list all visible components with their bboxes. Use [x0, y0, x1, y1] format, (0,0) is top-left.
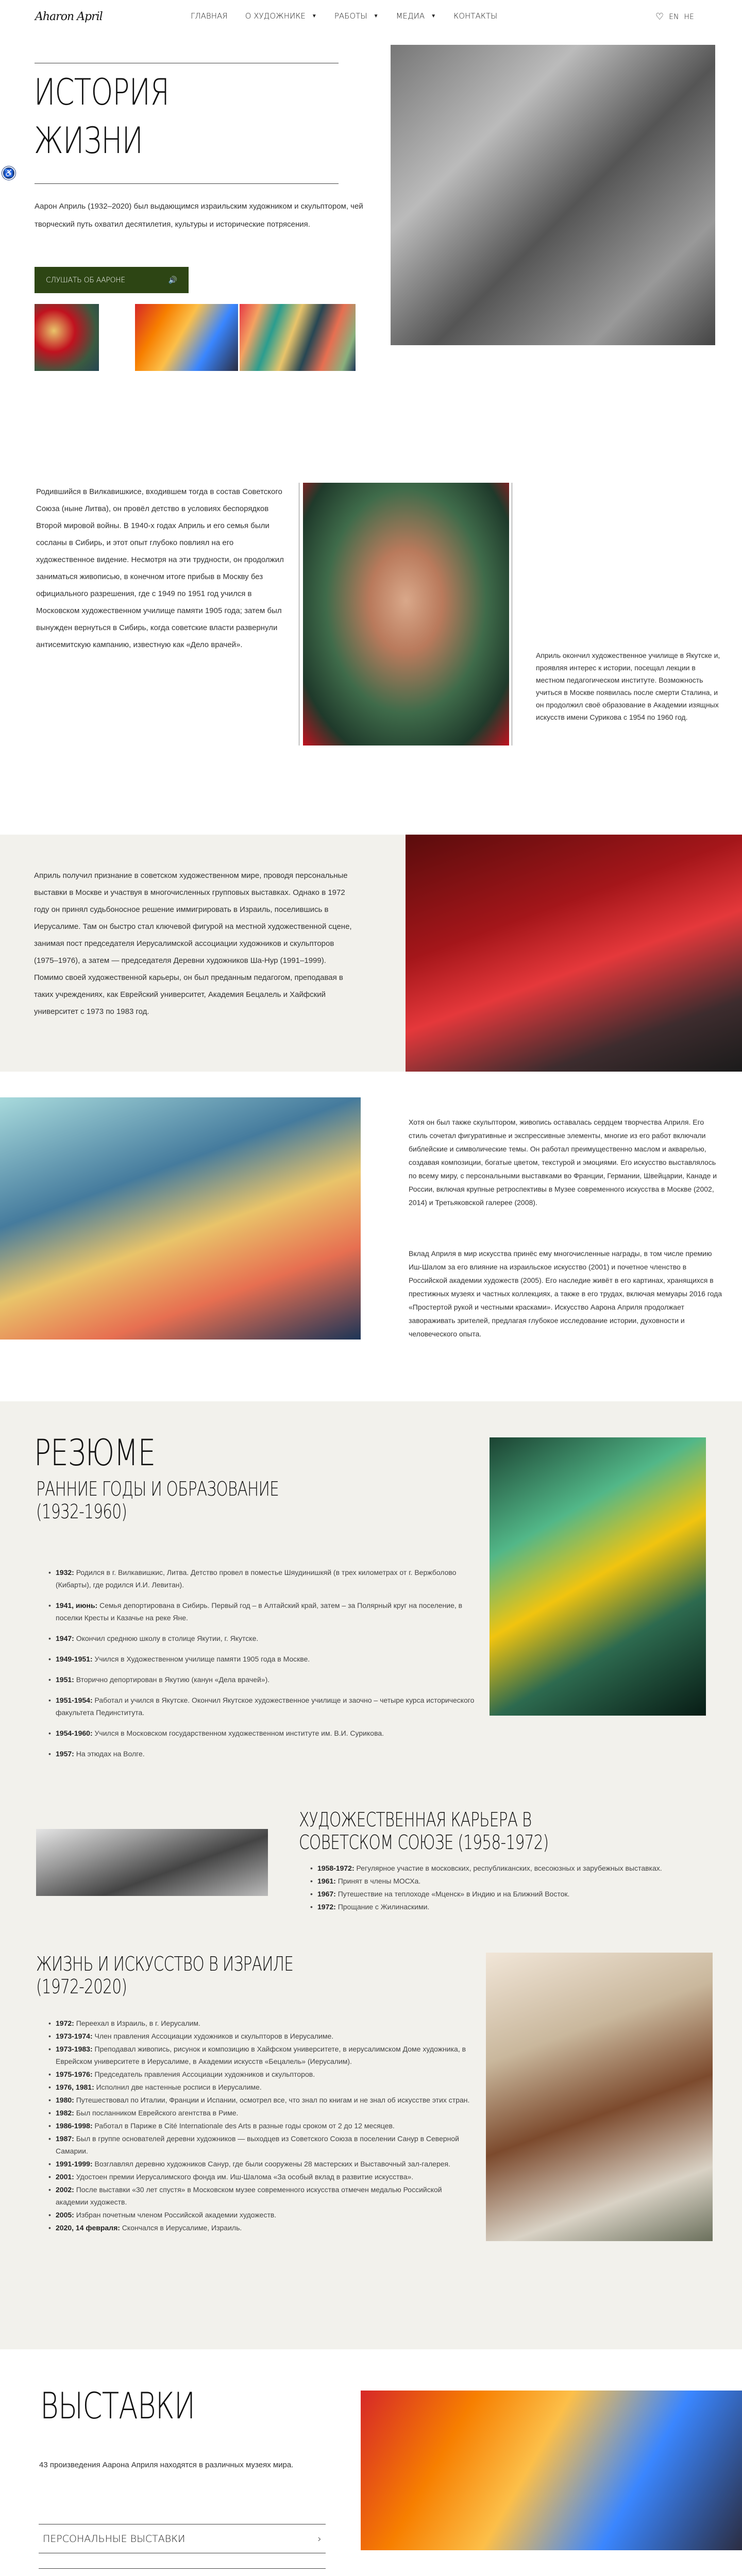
- heart-icon[interactable]: ♡: [655, 11, 664, 22]
- nav-label: О ХУДОЖНИКЕ: [245, 11, 306, 21]
- timeline-text: Член правления Ассоциации художников и скульпторов в Иерусалиме.: [92, 2032, 334, 2040]
- exhibitions-title: ВЫСТАВКИ: [40, 2385, 195, 2427]
- timeline-item: [47, 2107, 475, 2119]
- timeline-text: Путешествовал по Италии, Франции и Испании, осмотрел все, что знал по книгам и не знал об искусстве этих стран.: [74, 2096, 470, 2104]
- timeline-item: [47, 2094, 475, 2106]
- timeline-text: Регулярное участие в московских, республиканских, всесоюзных и зарубежных выставках.: [354, 1864, 662, 1872]
- timeline-year: 1967:: [317, 1890, 336, 1898]
- painting-image: [36, 1829, 268, 1896]
- timeline-year: 1957:: [56, 1750, 74, 1758]
- listen-button[interactable]: [35, 267, 189, 293]
- solo-exhibitions-link[interactable]: [39, 2524, 326, 2553]
- timeline-year: 1951:: [56, 1675, 74, 1684]
- timeline-year: 1975-1976:: [56, 2070, 93, 2078]
- painting-image: [406, 835, 742, 1072]
- timeline-text: Учился в Московском государственном художественном институте им. В.И. Сурикова.: [92, 1729, 384, 1737]
- timeline-text: Возглавлял деревню художников Санур, где были сооружены 28 мастерских и Выставочный зал-галерея.: [92, 2160, 450, 2168]
- timeline-year: 1973-1983:: [56, 2045, 93, 2053]
- timeline-text: Вторично депортирован в Якутию (канун «Дела врачей»).: [74, 1675, 270, 1684]
- timeline-year: 2020, 14 февраля:: [56, 2224, 120, 2232]
- timeline-text: Переехал в Израиль, в г. Иерусалим.: [74, 2019, 200, 2027]
- timeline-year: 1987:: [56, 2134, 74, 2143]
- timeline-text: Путешествие на теплоходе «Мценск» в Индию и на Ближний Восток.: [335, 1890, 570, 1898]
- timeline-item: [47, 2043, 475, 2067]
- painting-thumb: [135, 304, 238, 371]
- painting-image: [490, 1437, 706, 1716]
- timeline-year: 2002:: [56, 2185, 74, 2194]
- resume-title: РЕЗЮМЕ: [34, 1432, 156, 1474]
- timeline-text: Был посланником Еврейского агентства в Риме.: [74, 2109, 239, 2117]
- timeline-item: [47, 2171, 475, 2183]
- site-logo[interactable]: Aharon April: [35, 10, 103, 23]
- caret-down-icon: ▼: [373, 13, 379, 19]
- timeline-year: 1982:: [56, 2109, 74, 2117]
- timeline-item: [309, 1901, 701, 1913]
- hero-intro: Аарон Априль (1932–2020) был выдающимся израильским художником и скульптором, чей творческий путь охватил десятилетия, культуры и исторические потрясения.: [35, 202, 363, 229]
- timeline-year: 1949-1951:: [56, 1655, 93, 1663]
- timeline-text: Работал и учился в Якутске. Окончил Якутское художественное училище и заочно – четыре курса исторического факультета Пединститута.: [56, 1696, 475, 1717]
- heading-line: ЖИЗНЬ И ИСКУССТВО В ИЗРАИЛЕ: [36, 1953, 294, 1975]
- timeline-item: [47, 2132, 475, 2157]
- timeline-item: [47, 1694, 475, 1719]
- timeline-item: [47, 2183, 475, 2208]
- nav-about[interactable]: [245, 11, 317, 21]
- timeline-item: [47, 2030, 475, 2042]
- timeline-item: [47, 1632, 475, 1645]
- painting-image: [0, 1097, 361, 1340]
- listen-label: СЛУШАТЬ ОБ ААРОНЕ: [46, 276, 125, 284]
- exhibitions-text: 43 произведения Аарона Априля находятся в различных музеях мира.: [39, 2461, 294, 2469]
- timeline-year: 1972:: [317, 1903, 336, 1911]
- timeline-text: Был в группе основателей деревни художников — выходцев из Советского Союза в поселении Санур в Северной Самарии.: [56, 2134, 459, 2155]
- section-heading-soviet: [299, 1808, 548, 1854]
- timeline-year: 1941, июнь:: [56, 1601, 98, 1609]
- nav-label: РАБОТЫ: [334, 11, 367, 21]
- timeline-year: 1980:: [56, 2096, 74, 2104]
- timeline-year: 1954-1960:: [56, 1729, 93, 1737]
- bio-paragraph: Априль получил признание в советском художественном мире, проводя персональные выставки в Москве и участвуя в многочисленных групповых выставках. Однако в 1972 году он принял судьбоносное решение иммигрировать в Израиль, поселившись в Иерусалиме. Там он быстро стал ключевой фигурой на местной художественной сцене, занимая пост председателя Иерусалимской ассоциации художников и скульпторов (1975–1976), а затем — председателя Деревни художников Ша-Нур (1991–1999). Помимо своей художественной карьеры, он был преданным педагогом, преподавая в таких учреждениях, как Еврейский университет, Академия Бецалель и Хайфский университет с 1973 по 1983 год.: [34, 871, 352, 1016]
- main-nav: [191, 11, 515, 21]
- timeline-item: [47, 1673, 475, 1686]
- heading-line: ХУДОЖЕСТВЕННАЯ КАРЬЕРА В: [299, 1808, 532, 1831]
- timeline-year: 1958-1972:: [317, 1864, 355, 1872]
- page-title: [34, 68, 169, 165]
- timeline-item: [309, 1875, 701, 1887]
- caret-down-icon: ▼: [311, 13, 317, 19]
- painting-thumb: [35, 304, 99, 371]
- portrait-photo-bw: [391, 45, 715, 345]
- timeline-item: [47, 1727, 475, 1739]
- timeline-year: 1976, 1981:: [56, 2083, 94, 2091]
- header-actions: [655, 11, 694, 22]
- timeline-text: Скончался в Иерусалиме, Израиль.: [120, 2224, 242, 2232]
- heading-line: (1972-2020): [36, 1975, 127, 1998]
- timeline-text: Принят в члены МОСХа.: [335, 1877, 421, 1885]
- nav-label: МЕДИА: [396, 11, 425, 21]
- timeline-item: [309, 1888, 701, 1900]
- timeline-year: 1986-1998:: [56, 2122, 93, 2130]
- timeline-text: Удостоен премии Иерусалимского фонда им. Иш-Шалома «За особый вклад в развитие искусства».: [74, 2173, 414, 2181]
- timeline-item: [47, 2158, 475, 2170]
- timeline-text: Окончил среднюю школу в столице Якутии, г. Якутске.: [74, 1634, 259, 1642]
- timeline-item: [47, 2081, 475, 2093]
- painting-image: [486, 1953, 713, 2241]
- section-heading-israel: [36, 1953, 293, 1998]
- timeline-year: 1932:: [56, 1568, 74, 1577]
- timeline-text: Исполнил две настенные росписи в Иерусалиме.: [94, 2083, 262, 2091]
- bio-paragraph: Вклад Априля в мир искусства принёс ему многочисленные награды, в том числе премию Иш-Шалом за его влияние на израильское искусство (2001) и почетное членство в Российской академии художеств (2005). Его наследие живёт в его картинах, хранящихся в престижных музеях и частных коллекциях, а также в его трудах, включая мемуары 2016 года «Простертой рукой и честными красками». Искусство Аарона Априля продолжает завораживать зрителей, предлагая глубокое исследование истории, духовности и человеческого опыта.: [409, 1249, 722, 1338]
- timeline-item: [47, 1748, 475, 1760]
- timeline-text: Учился в Художественном училище памяти 1905 года в Москве.: [92, 1655, 310, 1663]
- heading-line: (1932-1960): [36, 1500, 127, 1523]
- timeline-item: [47, 2017, 475, 2029]
- timeline-list-israel: [47, 2017, 475, 2234]
- timeline-year: 2001:: [56, 2173, 74, 2181]
- timeline-year: 1972:: [56, 2019, 74, 2027]
- bio-paragraph: Родившийся в Вилкавишкисе, входившем тогда в состав Советского Союза (ныне Литва), он провёл детство в условиях беспорядков Второй мировой войны. В 1940-х годах Априль и его семья были сосланы в Сибирь, и этот опыт глубоко повлиял на его художественное видение. Несмотря на эти трудности, он продолжил заниматься живописью, в конечном итоге прибыв в Москву без официального разрешения, где с 1949 по 1951 год учился в Московском художественном училище памяти 1905 года; затем был вынужден вернуться в Сибирь, когда советские власти развернули антисемитскую кампанию, известную как «Дело врачей».: [36, 487, 284, 649]
- bio-paragraph: Априль окончил художественное училище в Якутске и, проявляя интерес к истории, посещал лекции в местном педагогическом институте. Возможность учиться в Москве появилась после смерти Сталина, и он продолжил своё образование в Академии изящных искусств имени Сурикова с 1954 по 1960 год.: [536, 651, 720, 721]
- timeline-item: [47, 2209, 475, 2221]
- row-label: ПЕРСОНАЛЬНЫЕ ВЫСТАВКИ: [43, 2533, 185, 2545]
- nav-home[interactable]: [191, 11, 228, 21]
- nav-contacts[interactable]: [453, 11, 497, 21]
- timeline-year: 1947:: [56, 1634, 74, 1642]
- chevron-right-icon: ›: [317, 2533, 322, 2545]
- heading-line: СОВЕТСКОМ СОЮЗЕ (1958-1972): [299, 1831, 549, 1854]
- accessibility-button[interactable]: [2, 166, 15, 180]
- caret-down-icon: ▼: [431, 13, 436, 19]
- timeline-text: Семья депортирована в Сибирь. Первый год – в Алтайский край, затем – за Полярный круг на поселение, в поселки Кресты и Казачье на реке Яне.: [56, 1601, 463, 1622]
- timeline-year: 1991-1999:: [56, 2160, 93, 2168]
- timeline-item: [47, 2120, 475, 2132]
- timeline-item: [47, 2068, 475, 2080]
- timeline-year: 1961:: [317, 1877, 336, 1885]
- timeline-item: [47, 1653, 475, 1665]
- timeline-text: После выставки «30 лет спустя» в Московском музее современного искусства отмечен медалью Российской академии художеств.: [56, 2185, 442, 2206]
- timeline-item: [309, 1862, 701, 1874]
- speaker-icon: 🔊: [168, 276, 177, 284]
- timeline-text: На этюдах на Волге.: [74, 1750, 145, 1758]
- accessibility-icon: ♿: [4, 169, 14, 178]
- timeline-year: 1973-1974:: [56, 2032, 93, 2040]
- heading-line: РАННИЕ ГОДЫ И ОБРАЗОВАНИЕ: [36, 1478, 279, 1500]
- group-exhibitions-link[interactable]: [39, 2568, 326, 2576]
- timeline-list-soviet: [309, 1862, 701, 1913]
- nav-label: КОНТАКТЫ: [453, 11, 498, 21]
- timeline-text: Работал в Париже в Cité Internationale des Arts в разные годы сроком от 2 до 12 месяцев.: [92, 2122, 395, 2130]
- painting-image: [361, 2391, 742, 2550]
- lang-he[interactable]: HE: [684, 12, 694, 21]
- painting-thumb: [240, 304, 356, 371]
- timeline-text: Преподавал живопись, рисунок и композицию в Хайфском университете, в иерусалимском Доме художника, в Еврейском университете в Иерусалиме, в Академии искусств «Бецалель» (Иерусалим).: [56, 2045, 466, 2065]
- divider: [35, 183, 339, 184]
- timeline-text: Председатель правления Ассоциации художников и скульпторов.: [92, 2070, 315, 2078]
- timeline-text: Избран почетным членом Российской академии художеств.: [74, 2211, 277, 2219]
- section-heading-early: [36, 1478, 279, 1523]
- lang-en[interactable]: EN: [669, 12, 679, 21]
- bio-paragraph: Хотя он был также скульптором, живопись оставалась сердцем творчества Априля. Его стиль сочетал фигуративные и экспрессивные элементы, многие из его работ включали библейские и символические темы. Он работал преимущественно маслом и акварелью, создавая композиции, богатые цветом, текстурой и эмоциями. Его искусство выставлялось по всему миру, с персональными выставками во Франции, Германии, Швейцарии, Канаде и России, включая крупные ретроспективы в Музее современного искусства в Москве (2002, 2014) и Третьяковской галерее (2008).: [409, 1118, 717, 1207]
- timeline-year: 1951-1954:: [56, 1696, 93, 1704]
- timeline-list-early: [47, 1566, 475, 1768]
- timeline-item: [47, 1566, 475, 1591]
- timeline-item: [47, 1599, 475, 1624]
- timeline-year: 2005:: [56, 2211, 74, 2219]
- timeline-text: Родился в г. Вилкавишкис, Литва. Детство провел в поместье Шяудинишкяй (в трех километрах от г. Вержболово (Кибарты), где родился И.И. Левитан).: [56, 1568, 457, 1589]
- title-line: ИСТОРИЯ: [34, 71, 170, 113]
- timeline-text: Прощание с Жилинаскими.: [335, 1903, 430, 1911]
- nav-works[interactable]: [334, 11, 379, 21]
- title-line: ЖИЗНИ: [34, 120, 143, 162]
- artist-portrait-photo: [303, 483, 509, 745]
- nav-media[interactable]: [396, 11, 436, 21]
- timeline-item: [47, 2222, 475, 2234]
- nav-label: ГЛАВНАЯ: [191, 11, 228, 21]
